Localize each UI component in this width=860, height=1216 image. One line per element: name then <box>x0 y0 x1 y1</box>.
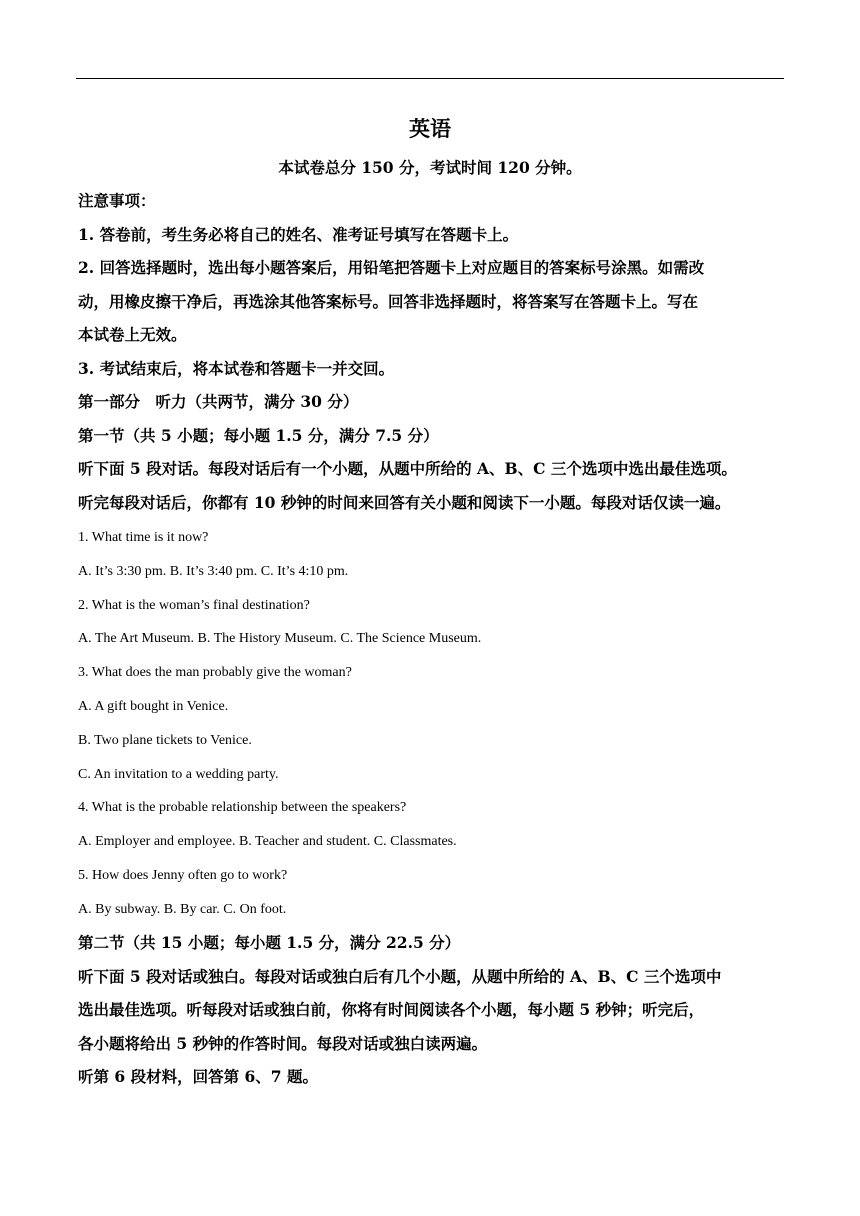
question-5-options: A. By subway. B. By car. C. On foot. <box>78 901 287 917</box>
section2-instructions-line-3: 各小题将给出 5 秒钟的作答时间。每段对话或独白读两遍。 <box>78 1033 488 1053</box>
page-title: 英语 <box>409 116 451 141</box>
question-2-options: A. The Art Museum. B. The History Museum. C. The Science Museum. <box>78 631 482 647</box>
question-2: 2. What is the woman’s final destination? <box>78 597 310 613</box>
questions-block <box>78 521 790 927</box>
notes-block <box>78 184 790 519</box>
question-4: 4. What is the probable relationship between the speakers? <box>78 800 407 816</box>
question-3-option-b: B. Two plane tickets to Venice. <box>78 732 252 748</box>
section2-instructions-line-2: 选出最佳选项。听每段对话或独白前，你将有时间阅读各个小题，每小题 5 秒钟；听完后， <box>78 1000 705 1019</box>
section1-heading: 第一节（共 5 小题；每小题 1.5 分，满分 7.5 分） <box>78 425 439 445</box>
exam-info: 本试卷总分 150 分，考试时间 120 分钟。 <box>278 158 582 177</box>
header-rule <box>76 78 784 79</box>
material-6-heading: 听第 6 段材料，回答第 6、7 题。 <box>78 1067 318 1086</box>
notes-heading: 注意事项： <box>78 191 156 210</box>
section2-heading: 第二节（共 15 小题；每小题 1.5 分，满分 22.5 分） <box>78 933 461 952</box>
question-3-option-a: A. A gift bought in Venice. <box>78 698 229 714</box>
section2-block <box>78 926 790 1094</box>
part1-heading: 第一部分 听力（共两节，满分 30 分） <box>78 392 359 411</box>
note-3: 3. 考试结束后，将本试卷和答题卡一并交回。 <box>78 358 395 378</box>
note-2-line-1: 2. 回答选择题时，选出每小题答案后，用铅笔把答题卡上对应题目的答案标号涂黑。如需改 <box>78 258 705 277</box>
question-4-options: A. Employer and employee. B. Teacher and student. C. Classmates. <box>78 834 457 850</box>
question-1: 1. What time is it now? <box>78 530 209 545</box>
question-3-option-c: C. An invitation to a wedding party. <box>78 766 279 782</box>
section2-instructions-line-1: 听下面 5 段对话或独白。每段对话或独白后有几个小题，从题中所给的 A、B、C 三个选项中 <box>78 966 722 986</box>
section1-instructions-line-1: 听下面 5 段对话。每段对话后有一个小题，从题中所给的 A、B、C 三个选项中选出最佳选项。 <box>78 459 737 478</box>
question-1-options: A. It’s 3:30 pm. B. It’s 3:40 pm. C. It’s 4:10 pm. <box>78 563 349 579</box>
note-2-line-2: 动，用橡皮擦干净后，再选涂其他答案标号。回答非选择题时，将答案写在答题卡上。写在 <box>78 291 699 311</box>
question-5: 5. How does Jenny often go to work? <box>78 867 288 883</box>
note-2-line-3: 本试卷上无效。 <box>78 325 187 344</box>
section1-instructions-line-2: 听完每段对话后，你都有 10 秒钟的时间来回答有关小题和阅读下一小题。每段对话仅读一遍。 <box>78 492 731 512</box>
note-1: 1. 答卷前，考生务必将自己的姓名、准考证号填写在答题卡上。 <box>78 224 519 244</box>
question-3: 3. What does the man probably give the woman? <box>78 665 352 681</box>
